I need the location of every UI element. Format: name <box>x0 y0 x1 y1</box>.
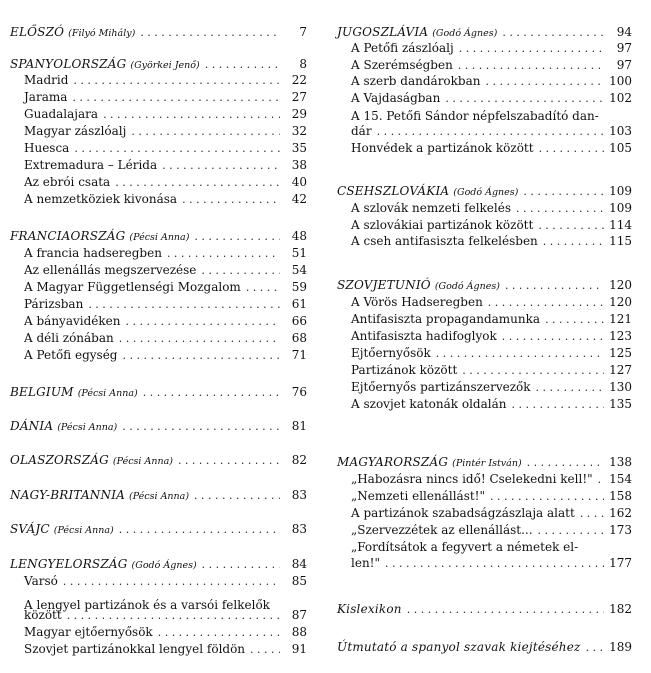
entry-title: A szlovák nemzeti felkelés <box>351 201 512 215</box>
entry-author: (Godó Ágnes) <box>432 28 498 39</box>
dot-leader <box>123 347 281 364</box>
dot-leader <box>445 90 604 107</box>
toc-entry <box>10 191 307 208</box>
toc-section-entry <box>10 521 307 538</box>
entry-page-number: 8 <box>299 57 307 71</box>
entry-page-number: 102 <box>609 91 632 105</box>
dot-leader <box>502 328 604 345</box>
entry-page-number: 84 <box>291 557 307 571</box>
dot-leader <box>516 200 604 217</box>
dot-leader <box>462 362 604 379</box>
entry-title: Varsó <box>24 574 58 588</box>
entry-page-number: 114 <box>609 218 632 232</box>
entry-page-number: 97 <box>616 58 632 72</box>
dot-leader <box>523 183 604 200</box>
entry-page-number: 85 <box>291 574 307 588</box>
toc-entry <box>337 200 632 217</box>
entry-page-number: 27 <box>291 90 307 104</box>
dot-leader <box>194 487 280 504</box>
entry-author: (Pécsi Anna) <box>129 232 190 243</box>
toc-entry <box>10 607 307 624</box>
entry-page-number: 61 <box>291 297 307 311</box>
entry-title: Madrid <box>24 73 69 87</box>
dot-leader <box>140 24 280 41</box>
entry-title: Antifasiszta propagandamunka <box>351 312 541 326</box>
dot-leader <box>182 191 280 208</box>
entry-author: (Godó Ágnes) <box>131 560 197 571</box>
entry-title: A nemzetköziek kivonása <box>24 192 178 206</box>
dot-leader <box>377 123 605 140</box>
toc-section-entry <box>10 56 307 73</box>
toc-entry <box>337 311 632 328</box>
dot-leader <box>162 157 280 174</box>
dot-leader <box>143 384 280 401</box>
dot-leader <box>246 279 280 296</box>
entry-page-number: 100 <box>609 74 632 88</box>
entry-author: (Pécsi Anna) <box>129 491 190 502</box>
entry-page-number: 22 <box>291 73 307 87</box>
toc-entry <box>10 279 307 296</box>
entry-title: Guadalajara <box>24 107 99 121</box>
entry-author: (Györkei Jenő) <box>130 60 200 71</box>
entry-title: BELGIUM <box>10 385 74 399</box>
entry-title: A cseh antifasiszta felkelésben <box>351 234 538 248</box>
toc-section-entry <box>10 556 307 573</box>
toc-entry <box>10 89 307 106</box>
entry-title: A Vajdaságban <box>351 91 441 105</box>
dot-leader <box>194 228 280 245</box>
toc-entry <box>337 140 632 157</box>
entry-title: A déli zónában <box>24 331 114 345</box>
dot-leader <box>536 379 605 396</box>
toc-section-entry <box>337 24 632 41</box>
entry-page-number: 81 <box>291 419 307 433</box>
entry-title: DÁNIA <box>10 419 54 433</box>
entry-title: A szerb dandárokban <box>351 74 481 88</box>
dot-leader <box>103 106 280 123</box>
toc-section-entry <box>337 277 632 294</box>
entry-title: Szovjet partizánokkal lengyel földön <box>24 642 246 656</box>
toc-entry <box>10 641 307 658</box>
entry-author: (Filyó Mihály) <box>68 28 136 39</box>
dot-leader <box>436 345 604 362</box>
entry-title: A 15. Petőfi Sándor népfelszabadító dan- <box>351 109 599 123</box>
dot-leader <box>458 57 605 74</box>
entry-author: (Godó Ágnes) <box>434 281 500 292</box>
dot-leader <box>505 277 604 294</box>
entry-author: (Pécsi Anna) <box>57 422 118 433</box>
dot-leader <box>115 174 280 191</box>
toc-entry <box>10 140 307 157</box>
entry-page-number: 97 <box>616 41 632 55</box>
dot-leader <box>131 123 280 140</box>
dot-leader <box>527 454 604 471</box>
entry-title: A Vörös Hadseregben <box>351 295 483 309</box>
toc-entry <box>10 245 307 262</box>
entry-page-number: 88 <box>291 625 307 639</box>
entry-page-number: 76 <box>291 385 307 399</box>
dot-leader <box>167 245 280 262</box>
entry-title: Huesca <box>24 141 70 155</box>
toc-entry <box>337 345 632 362</box>
entry-author: (Godó Ágnes) <box>453 187 519 198</box>
entry-title: Kislexikon <box>337 602 402 616</box>
toc-entry <box>337 294 632 311</box>
entry-author: (Pintér István) <box>452 458 522 469</box>
toc-entry <box>10 313 307 330</box>
entry-title: A Petőfi zászlóalj <box>351 41 454 55</box>
toc-entry <box>337 362 632 379</box>
entry-page-number: 177 <box>609 556 632 570</box>
entry-page-number: 83 <box>291 488 307 502</box>
entry-title: OLASZORSZÁG <box>10 453 109 467</box>
entry-title: ELŐSZÓ <box>10 25 65 39</box>
entry-page-number: 29 <box>291 107 307 121</box>
dot-leader <box>88 296 280 313</box>
dot-leader <box>67 607 280 624</box>
toc-entry <box>337 522 632 539</box>
entry-page-number: 82 <box>291 453 307 467</box>
entry-page-number: 115 <box>609 234 632 248</box>
entry-title: CSEHSZLOVÁKIA <box>337 184 450 198</box>
entry-title: len!" <box>351 556 381 570</box>
dot-leader <box>385 555 604 572</box>
entry-title: Útmutató a spanyol szavak kiejtéséhez <box>337 640 581 654</box>
entry-title: JUGOSZLÁVIA <box>337 25 429 39</box>
entry-title: FRANCIAORSZÁG <box>10 229 126 243</box>
entry-author: (Pécsi Anna) <box>53 525 114 536</box>
toc-entry <box>10 72 307 89</box>
entry-author: (Pécsi Anna) <box>77 388 138 399</box>
entry-title: Párizsban <box>24 297 84 311</box>
dot-leader <box>201 262 280 279</box>
entry-title: A lengyel partizánok és a varsói felkelők <box>24 598 270 612</box>
dot-leader <box>490 488 604 505</box>
dot-leader <box>545 311 604 328</box>
entry-page-number: 162 <box>609 506 632 520</box>
entry-page-number: 138 <box>609 455 632 469</box>
entry-page-number: 127 <box>609 363 632 377</box>
toc-entry <box>10 624 307 641</box>
entry-page-number: 32 <box>291 124 307 138</box>
toc-entry <box>337 217 632 234</box>
dot-leader <box>511 396 604 413</box>
dot-leader <box>119 521 280 538</box>
entry-title: A francia hadseregben <box>24 246 162 260</box>
entry-page-number: 123 <box>609 329 632 343</box>
entry-page-number: 173 <box>609 523 632 537</box>
toc-section-entry <box>10 452 307 469</box>
entry-page-number: 109 <box>609 201 632 215</box>
entry-page-number: 40 <box>291 175 307 189</box>
dot-leader <box>178 452 280 469</box>
entry-page-number: 125 <box>609 346 632 360</box>
dot-leader <box>543 233 604 250</box>
dot-leader <box>74 140 280 157</box>
toc-entry <box>10 296 307 313</box>
entry-page-number: 135 <box>609 397 632 411</box>
entry-title: SZOVJETUNIÓ <box>337 278 431 292</box>
entry-title: NAGY-BRITANNIA <box>10 488 126 502</box>
toc-entry <box>10 123 307 140</box>
dot-leader <box>158 624 280 641</box>
entry-title: Ejtőernyős partizánszervezők <box>351 380 531 394</box>
toc-entry <box>10 174 307 191</box>
entry-title: „Habozásra nincs idő! Cselekedni kell!" <box>351 472 593 486</box>
toc-entry <box>10 262 307 279</box>
entry-page-number: 38 <box>291 158 307 172</box>
dot-leader <box>250 641 280 658</box>
entry-title: A bányavidéken <box>24 314 121 328</box>
toc-section-entry <box>10 487 307 504</box>
dot-leader <box>205 56 280 73</box>
entry-title: Extremadura – Lérida <box>24 158 158 172</box>
toc-entry <box>337 379 632 396</box>
entry-page-number: 35 <box>291 141 307 155</box>
toc-section-entry <box>10 24 307 41</box>
toc-entry <box>337 40 632 57</box>
dot-leader <box>459 40 605 57</box>
entry-page-number: 158 <box>609 489 632 503</box>
toc-entry <box>337 488 632 505</box>
toc-entry <box>337 505 632 522</box>
dot-leader <box>407 601 604 618</box>
dot-leader <box>539 140 605 157</box>
entry-page-number: 182 <box>609 602 632 616</box>
toc-entry <box>337 123 632 140</box>
entry-title: A szlovákiai partizánok között <box>351 218 534 232</box>
dot-leader <box>72 89 280 106</box>
toc-entry <box>337 73 632 90</box>
toc-section-entry <box>337 601 632 618</box>
entry-title: Honvédek a partizánok között <box>351 141 534 155</box>
toc-section-entry <box>10 228 307 245</box>
toc-entry <box>337 233 632 250</box>
entry-page-number: 130 <box>609 380 632 394</box>
entry-title: A szovjet katonák oldalán <box>351 397 507 411</box>
dot-leader <box>63 573 280 590</box>
entry-page-number: 71 <box>291 348 307 362</box>
entry-title: Magyar zászlóalj <box>24 124 127 138</box>
entry-title: „Szervezzétek az ellenállást... <box>351 523 533 537</box>
toc-entry <box>337 396 632 413</box>
entry-title: Az ebrói csata <box>24 175 111 189</box>
toc-entry <box>337 90 632 107</box>
entry-title: MAGYARORSZÁG <box>337 455 449 469</box>
entry-title: „Fordítsátok a fegyvert a németek el- <box>351 540 579 554</box>
entry-page-number: 121 <box>609 312 632 326</box>
dot-leader <box>502 24 605 41</box>
entry-page-number: 51 <box>291 246 307 260</box>
entry-page-number: 189 <box>609 640 632 654</box>
entry-title: Partizánok között <box>351 363 458 377</box>
toc-entry <box>10 573 307 590</box>
toc-section-entry <box>10 384 307 401</box>
entry-page-number: 48 <box>291 229 307 243</box>
entry-title: „Nemzeti ellenállást!" <box>351 489 486 503</box>
entry-page-number: 154 <box>609 472 632 486</box>
dot-leader <box>488 294 604 311</box>
entry-title: A Szerémségben <box>351 58 453 72</box>
entry-title: Magyar ejtőernyősök <box>24 625 153 639</box>
dot-leader <box>586 639 605 656</box>
dot-leader <box>538 217 604 234</box>
entry-page-number: 120 <box>609 295 632 309</box>
toc-section-entry <box>10 418 307 435</box>
entry-page-number: 91 <box>291 642 307 656</box>
entry-page-number: 109 <box>609 184 632 198</box>
dot-leader <box>73 72 280 89</box>
entry-page-number: 68 <box>291 331 307 345</box>
toc-entry <box>337 539 632 556</box>
entry-page-number: 42 <box>291 192 307 206</box>
entry-author: (Pécsi Anna) <box>112 456 173 467</box>
entry-title: SPANYOLORSZÁG <box>10 57 127 71</box>
dot-leader <box>538 522 605 539</box>
entry-page-number: 66 <box>291 314 307 328</box>
entry-page-number: 59 <box>291 280 307 294</box>
entry-title: A partizánok szabadságzászlaja alatt <box>351 506 575 520</box>
toc-entry <box>10 330 307 347</box>
dot-leader <box>202 556 280 573</box>
entry-page-number: 87 <box>291 608 307 622</box>
entry-page-number: 103 <box>609 124 632 138</box>
entry-page-number: 105 <box>609 141 632 155</box>
toc-section-entry <box>337 639 632 656</box>
toc-entry <box>337 555 632 572</box>
entry-title: Ejtőernyősök <box>351 346 431 360</box>
entry-page-number: 94 <box>616 25 632 39</box>
entry-title: A Petőfi egység <box>24 348 118 362</box>
entry-page-number: 83 <box>291 522 307 536</box>
dot-leader <box>119 330 280 347</box>
entry-title: Antifasiszta hadifoglyok <box>351 329 497 343</box>
entry-title: Jarama <box>24 90 68 104</box>
entry-page-number: 7 <box>299 25 307 39</box>
entry-title: SVÁJC <box>10 522 50 536</box>
toc-section-entry <box>337 183 632 200</box>
toc-entry <box>10 157 307 174</box>
dot-leader <box>580 505 604 522</box>
entry-title: A Magyar Függetlenségi Mozgalom <box>24 280 241 294</box>
dot-leader <box>598 471 604 488</box>
dot-leader <box>486 73 605 90</box>
toc-entry <box>337 328 632 345</box>
dot-leader <box>122 418 280 435</box>
toc-entry <box>337 57 632 74</box>
toc-entry <box>10 347 307 364</box>
toc-entry <box>10 106 307 123</box>
entry-title: LENGYELORSZÁG <box>10 557 128 571</box>
dot-leader <box>125 313 280 330</box>
entry-title: dár <box>351 124 372 138</box>
entry-page-number: 54 <box>291 263 307 277</box>
entry-title: között <box>24 608 62 622</box>
toc-section-entry <box>337 454 632 471</box>
entry-title: Az ellenállás megszervezése <box>24 263 197 277</box>
toc-entry <box>337 471 632 488</box>
entry-page-number: 120 <box>609 278 632 292</box>
